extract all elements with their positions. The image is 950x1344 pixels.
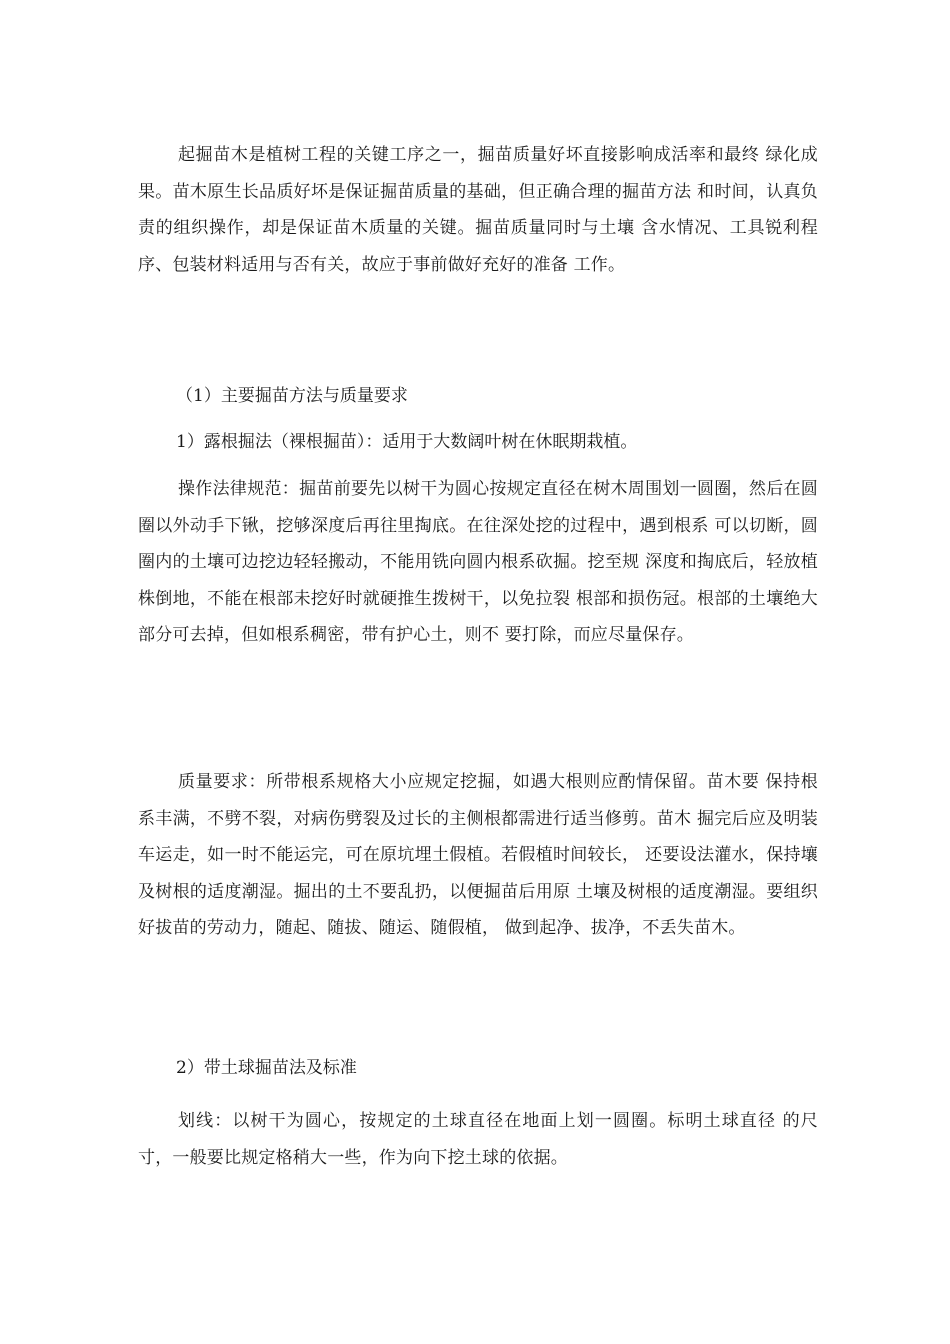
operation-spec-paragraph: 操作法律规范：掘苗前要先以树干为圆心按规定直径在树木周围划一圆圈，然后在圆圈以外动手下锹，挖够深度后再往里掏底。在往深处挖的过程中，遇到根系 可以切断，圆圈内的土壤可边挖边轻轻搬动，不能用铣向圆内根系砍掘。挖至规 深度和掏底后，轻放植株倒地，不能在根部未挖好时就硬推生拨树干，以免拉裂 根部和损伤冠。根部的土壤绝大部分可去掉，但如根系稠密，带有护心土，则不 要打除，而应尽量保存。	[138, 479, 818, 645]
marking-paragraph: 划线：以树干为圆心，按规定的土球直径在地面上划一圆圈。标明土球直径 的尺寸，一般要比规定格稍大一些，作为向下挖土球的依据。	[138, 1111, 818, 1168]
quality-requirements-paragraph: 质量要求：所带根系规格大小应规定挖掘，如遇大根则应酌情保留。苗木要 保持根系丰满，不劈不裂，对病伤劈裂及过长的主侧根都需进行适当修剪。苗木 掘完后应及明装车运走，如一时不能运完，可在原坑埋土假植。若假植时间较长， 还要设法灌水，保持壤及树根的适度潮湿。掘出的土不要乱扔，以便掘苗后用原 土壤及树根的适度潮湿。要组织好拔苗的劳动力，随起、随拔、随运、随假植， 做到起净、拔净，不丢失苗木。	[138, 772, 818, 938]
intro-paragraph: 起掘苗木是植树工程的关键工序之一，掘苗质量好坏直接影响成活率和最终 绿化成果。苗木原生长品质好坏是保证掘苗质量的基础，但正确合理的掘苗方法 和时间，认真负责的组织操作，却是保证苗木质量的关键。掘苗质量同时与土壤 含水情况、工具锐利程序、包装材料适用与否有关，故应于事前做好充好的准备 工作。	[138, 145, 818, 275]
section-heading-main-methods: （1）主要掘苗方法与质量要求	[176, 386, 408, 406]
subsection-heading-bare-root: 1）露根掘法（裸根掘苗）：适用于大数阔叶树在休眠期栽植。	[176, 432, 638, 452]
subsection-heading-soil-ball: 2）带土球掘苗法及标准	[176, 1058, 357, 1078]
